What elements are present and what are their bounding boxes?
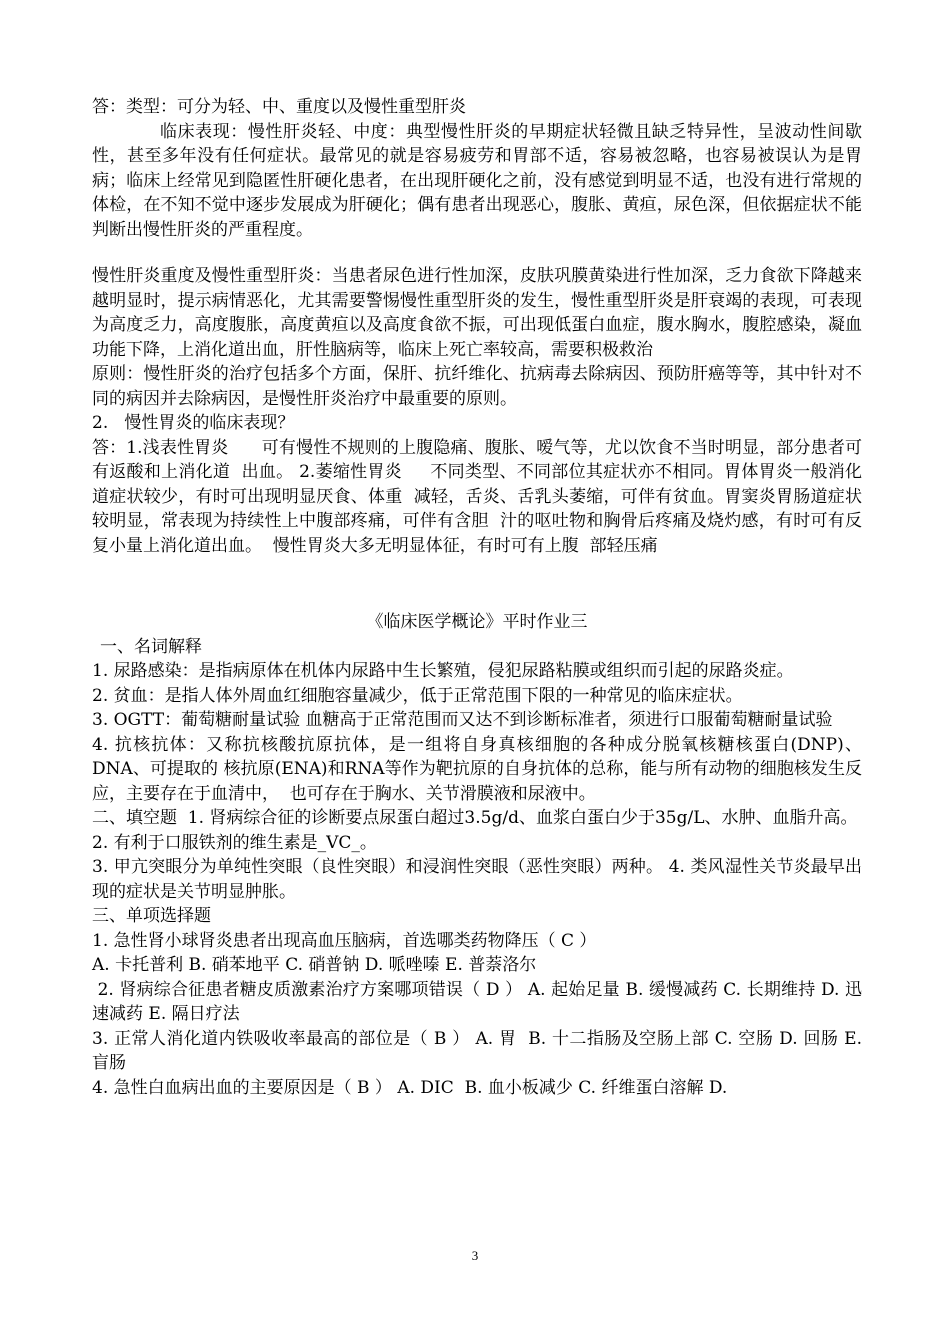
term-anemia: 2. 贫血：是指人体外周血红细胞容量减少，低于正常范围下限的一种常见的临床症状。 (92, 685, 743, 706)
fill-blank-3: 3. 甲亢突眼分为单纯性突眼（良性突眼）和浸润性突眼（恶性突眼）两种。 4. 类风湿性关节炎最早出现的症状是关节明显肿胀。 (92, 857, 862, 902)
section-heading-terms: 一、名词解释 (100, 636, 202, 657)
choice-3: 3. 正常人消化道内铁吸收率最高的部位是（ B ） A. 胃 B. 十二指肠及空肠上部 C. 空肠 D. 回肠 E. 盲肠 (92, 1028, 868, 1073)
fill-blank-2: 2. 有利于口服铁剂的维生素是_VC_。 (92, 832, 377, 853)
answer-gastritis: 答：1.浅表性胃炎 可有慢性不规则的上腹隐痛、腹胀、嗳气等，尤以饮食不当时明显，部分患者可有返酸和上消化道 出血。 2.萎缩性胃炎 不同类型、不同部位其症状亦不相同。胃体胃炎一般消化道症状较少，有时可出现明显厌食、体重 减轻，舌炎、舌乳头萎缩，可伴有贫血。胃窦炎胃肠道症状较明显，常表现为持续性上中腹部疼痛，可伴有含胆 汁的呕吐物和胸骨后疼痛及烧灼感，有时可有反复小量上消化道出血。 慢性胃炎大多无明显体征，有时可有上腹 部轻压痛 (92, 437, 862, 556)
answer-clinical-severe: 慢性肝炎重度及慢性重型肝炎：当患者尿色进行性加深，皮肤巩膜黄染进行性加深，乏力食欲下降越来越明显时，提示病情恶化，尤其需要警惕慢性重型肝炎的发生，慢性重型肝炎是肝衰竭的表现，可表现为高度乏力，高度腹胀，高度黄疸以及高度食欲不振，可出现低蛋白血症，腹水胸水，腹腔感染，凝血功能下降，上消化道出血，肝性脑病等，临床上死亡率较高，需要积极救治 (92, 266, 862, 360)
assignment-title: 《临床医学概论》平时作业三 (366, 612, 588, 632)
page-body (92, 95, 868, 1100)
fill-blank-1: 二、填空题 1. 肾病综合征的诊断要点尿蛋白超过3.5g/d、血浆白蛋白少于35g/L、水肿、血脂升高。 (92, 808, 858, 828)
paragraph-gap (92, 242, 862, 264)
question-2: 2. 慢性胃炎的临床表现？ (92, 413, 295, 433)
choice-2: 2. 肾病综合征患者糖皮质激素治疗方案哪项错误（ D ） A. 起始足量 B. 缓慢减药 C. 长期维持 D. 迅速减药 E. 隔日疗法 (92, 979, 862, 1024)
term-ana: 4. 抗核抗体：又称抗核酸抗原抗体，是一组将自身真核细胞的各种成分脱氧核糖核蛋白(DNP)、DNA、可提取的 核抗原(ENA)和RNA等作为靶抗原的自身抗体的总称，能与所有动物的细胞核发生反应，主要存在于血清中， 也可存在于胸水、关节滑膜液和尿液中。 (92, 734, 862, 804)
answer-principle: 原则：慢性肝炎的治疗包括多个方面，保肝、抗纤维化、抗病毒去除病因、预防肝癌等等，其中针对不同的病因并去除病因，是慢性肝炎治疗中最重要的原则。 (92, 364, 862, 409)
term-ogtt: 3. OGTT：葡萄糖耐量试验 血糖高于正常范围而又达不到诊断标准者，须进行口服葡萄糖耐量试验 (92, 710, 833, 730)
answer-type: 答：类型：可分为轻、中、重度以及慢性重型肝炎 (92, 97, 466, 117)
page-number: 3 (471, 1248, 479, 1263)
choice-1: 1. 急性肾小球肾炎患者出现高血压脑病，首选哪类药物降压（ C ） (92, 930, 597, 951)
section-heading-choice: 三、单项选择题 (92, 906, 211, 926)
answer-clinical-mild: 临床表现：慢性肝炎轻、中度：典型慢性肝炎的早期症状轻微且缺乏特异性，呈波动性间歇性，甚至多年没有任何症状。最常见的就是容易疲劳和胃部不适，容易被忽略，也容易被误认为是胃病；临床上经常见到隐匿性肝硬化患者，在出现肝硬化之前，没有感觉到明显不适，也没有进行常规的体检，在不知不觉中逐步发展成为肝硬化；偶有患者出现恶心，腹胀、黄疸，尿色深，但依据症状不能判断出慢性肝炎的严重程度。 (92, 121, 862, 240)
term-uti: 1. 尿路感染：是指病原体在机体内尿路中生长繁殖，侵犯尿路粘膜或组织而引起的尿路炎症。 (92, 661, 794, 681)
section-gap (92, 558, 862, 610)
choice-1-options: A. 卡托普利 B. 硝苯地平 C. 硝普钠 D. 哌唑嗪 E. 普萘洛尔 (92, 955, 537, 975)
choice-4: 4. 急性白血病出血的主要原因是（ B ） A. DIC B. 血小板减少 C. 纤维蛋白溶解 D. (92, 1077, 728, 1098)
